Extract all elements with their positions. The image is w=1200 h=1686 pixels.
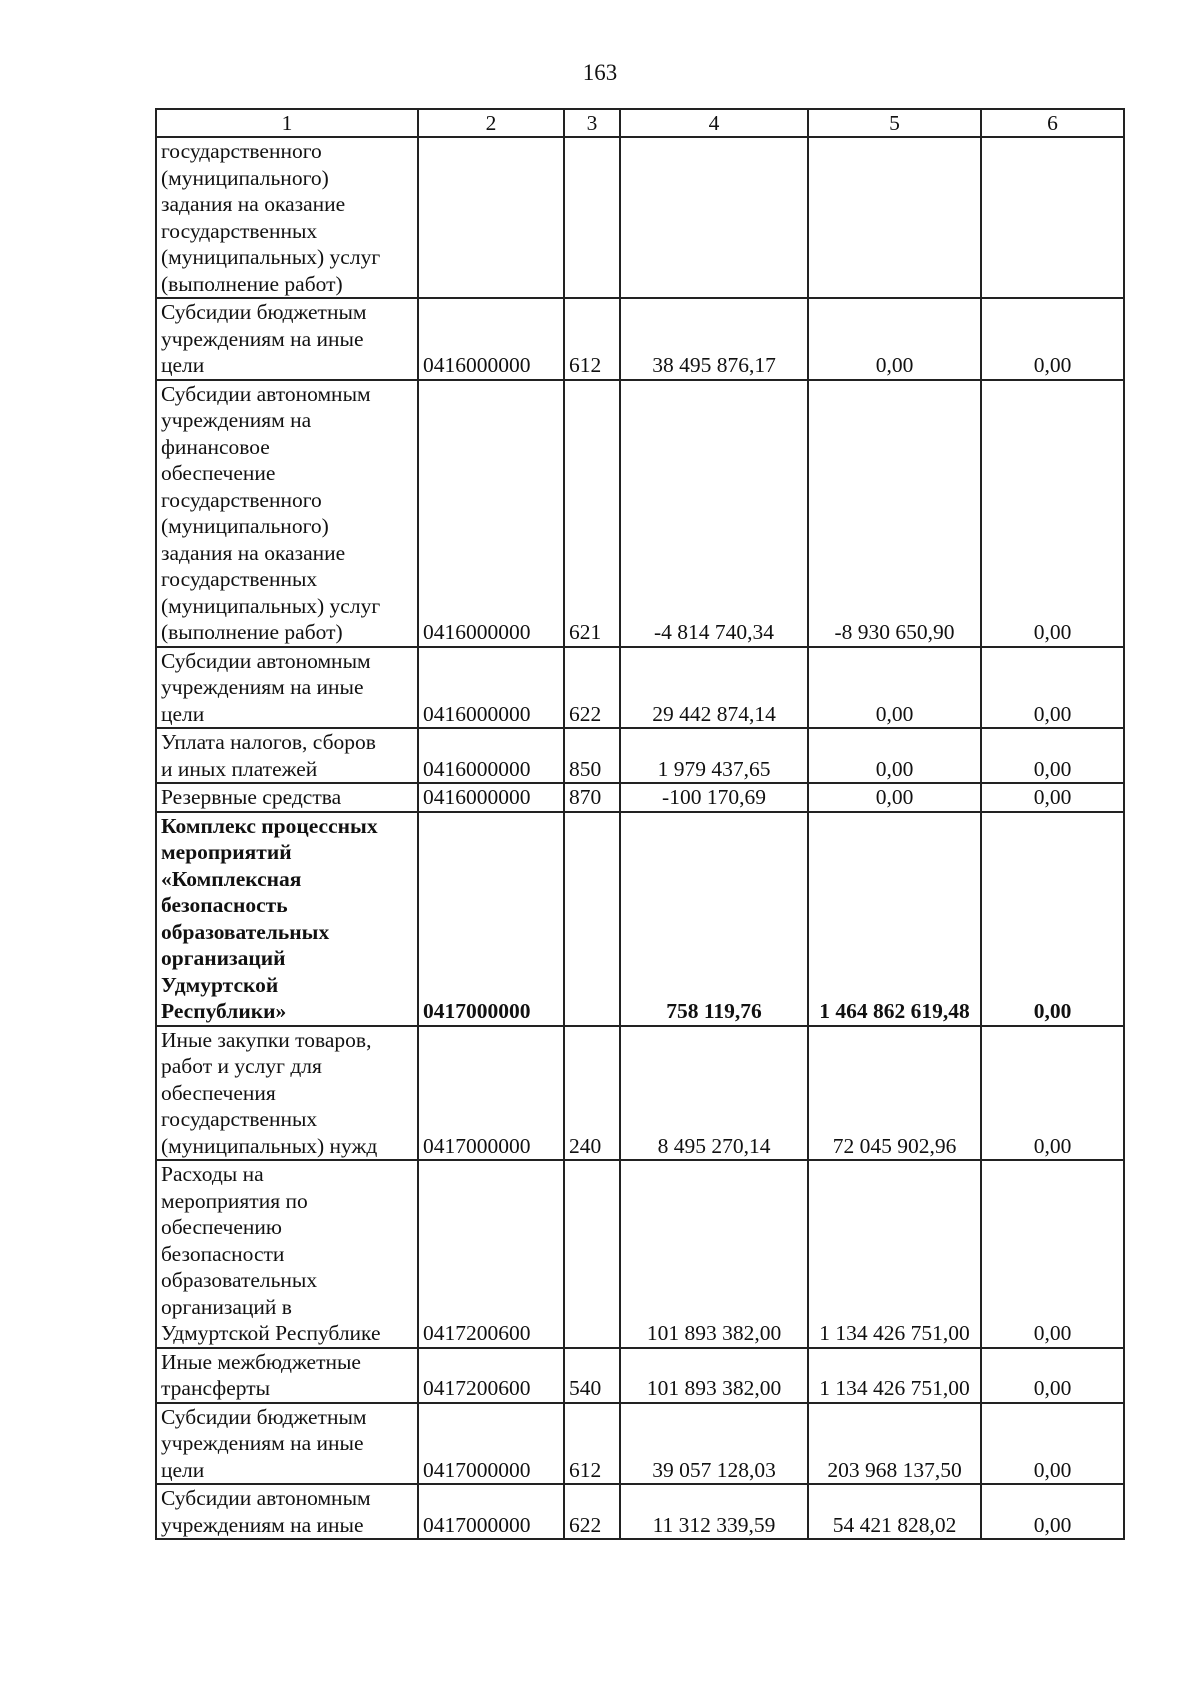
- target-article-code: [418, 137, 564, 298]
- table-row: [156, 1160, 1124, 1348]
- row-name: Субсидии бюджетным учреждениям на иные цели: [156, 1403, 418, 1485]
- column-header: 6: [981, 109, 1124, 137]
- amount-col-4: 8 495 270,14: [620, 1026, 808, 1161]
- table-row: [156, 1348, 1124, 1403]
- amount-col-5: 0,00: [808, 783, 981, 812]
- column-header: 4: [620, 109, 808, 137]
- amount-col-6: 0,00: [981, 647, 1124, 729]
- expense-type-code: 240: [564, 1026, 620, 1161]
- expense-type-code: [564, 137, 620, 298]
- expense-type-code: 612: [564, 1403, 620, 1485]
- row-name: Субсидии автономным учреждениям на иные: [156, 1484, 418, 1539]
- page-number: 163: [582, 60, 618, 85]
- amount-col-4: [620, 137, 808, 298]
- target-article-code: 0417000000: [418, 1484, 564, 1539]
- amount-col-5: 0,00: [808, 728, 981, 783]
- row-name: Уплата налогов, сборов и иных платежей: [156, 728, 418, 783]
- amount-col-5: 203 968 137,50: [808, 1403, 981, 1485]
- row-name: Комплекс процессных мероприятий «Комплексная безопасность образовательных организаций Удмуртской Республики»: [156, 812, 418, 1026]
- amount-col-6: 0,00: [981, 1403, 1124, 1485]
- target-article-code: 0416000000: [418, 728, 564, 783]
- amount-col-6: 0,00: [981, 783, 1124, 812]
- expense-type-code: 622: [564, 1484, 620, 1539]
- amount-col-5: 72 045 902,96: [808, 1026, 981, 1161]
- table-row: [156, 1403, 1124, 1485]
- row-name: Субсидии автономным учреждениям на финансовое обеспечение государственного (муниципального) задания на оказание государственных (муниципальных) услуг (выполнение работ): [156, 380, 418, 647]
- expense-type-code: [564, 812, 620, 1026]
- table-row: [156, 783, 1124, 812]
- table-row: [156, 647, 1124, 729]
- expense-type-code: 612: [564, 298, 620, 380]
- target-article-code: 0417000000: [418, 1403, 564, 1485]
- amount-col-5: 1 134 426 751,00: [808, 1348, 981, 1403]
- target-article-code: 0417000000: [418, 812, 564, 1026]
- table-row: [156, 137, 1124, 298]
- expense-type-code: 622: [564, 647, 620, 729]
- expense-type-code: 850: [564, 728, 620, 783]
- row-name: Субсидии автономным учреждениям на иные цели: [156, 647, 418, 729]
- amount-col-6: 0,00: [981, 380, 1124, 647]
- amount-col-4: -4 814 740,34: [620, 380, 808, 647]
- amount-col-4: 1 979 437,65: [620, 728, 808, 783]
- amount-col-6: 0,00: [981, 298, 1124, 380]
- amount-col-5: -8 930 650,90: [808, 380, 981, 647]
- target-article-code: 0416000000: [418, 783, 564, 812]
- expense-type-code: 540: [564, 1348, 620, 1403]
- table-row: [156, 728, 1124, 783]
- amount-col-4: 11 312 339,59: [620, 1484, 808, 1539]
- target-article-code: 0417200600: [418, 1348, 564, 1403]
- amount-col-4: 101 893 382,00: [620, 1348, 808, 1403]
- row-name: Резервные средства: [156, 783, 418, 812]
- amount-col-4: 29 442 874,14: [620, 647, 808, 729]
- amount-col-5: 0,00: [808, 647, 981, 729]
- amount-col-4: -100 170,69: [620, 783, 808, 812]
- expense-type-code: [564, 1160, 620, 1348]
- column-header: 2: [418, 109, 564, 137]
- target-article-code: 0416000000: [418, 647, 564, 729]
- target-article-code: 0416000000: [418, 380, 564, 647]
- table-row: [156, 1026, 1124, 1161]
- amount-col-6: 0,00: [981, 1348, 1124, 1403]
- amount-col-4: 101 893 382,00: [620, 1160, 808, 1348]
- amount-col-6: [981, 137, 1124, 298]
- table-header-row: [156, 109, 1124, 137]
- amount-col-5: 0,00: [808, 298, 981, 380]
- expense-type-code: 870: [564, 783, 620, 812]
- budget-table: [155, 108, 1125, 1540]
- amount-col-6: 0,00: [981, 1484, 1124, 1539]
- amount-col-4: 758 119,76: [620, 812, 808, 1026]
- row-name: государственного (муниципального) задания на оказание государственных (муниципальных) услуг (выполнение работ): [156, 137, 418, 298]
- amount-col-4: 39 057 128,03: [620, 1403, 808, 1485]
- amount-col-6: 0,00: [981, 728, 1124, 783]
- target-article-code: 0416000000: [418, 298, 564, 380]
- amount-col-5: 1 134 426 751,00: [808, 1160, 981, 1348]
- amount-col-4: 38 495 876,17: [620, 298, 808, 380]
- row-name: Иные межбюджетные трансферты: [156, 1348, 418, 1403]
- amount-col-5: [808, 137, 981, 298]
- table-row-section: [156, 812, 1124, 1026]
- target-article-code: 0417000000: [418, 1026, 564, 1161]
- row-name: Субсидии бюджетным учреждениям на иные цели: [156, 298, 418, 380]
- target-article-code: 0417200600: [418, 1160, 564, 1348]
- row-name: Иные закупки товаров, работ и услуг для обеспечения государственных (муниципальных) нужд: [156, 1026, 418, 1161]
- amount-col-6: 0,00: [981, 1160, 1124, 1348]
- expense-type-code: 621: [564, 380, 620, 647]
- amount-col-6: 0,00: [981, 812, 1124, 1026]
- amount-col-5: 54 421 828,02: [808, 1484, 981, 1539]
- column-header: 1: [156, 109, 418, 137]
- table-row: [156, 298, 1124, 380]
- table-row: [156, 1484, 1124, 1539]
- table-row: [156, 380, 1124, 647]
- amount-col-5: 1 464 862 619,48: [808, 812, 981, 1026]
- column-header: 5: [808, 109, 981, 137]
- amount-col-6: 0,00: [981, 1026, 1124, 1161]
- column-header: 3: [564, 109, 620, 137]
- row-name: Расходы на мероприятия по обеспечению безопасности образовательных организаций в Удмуртской Республике: [156, 1160, 418, 1348]
